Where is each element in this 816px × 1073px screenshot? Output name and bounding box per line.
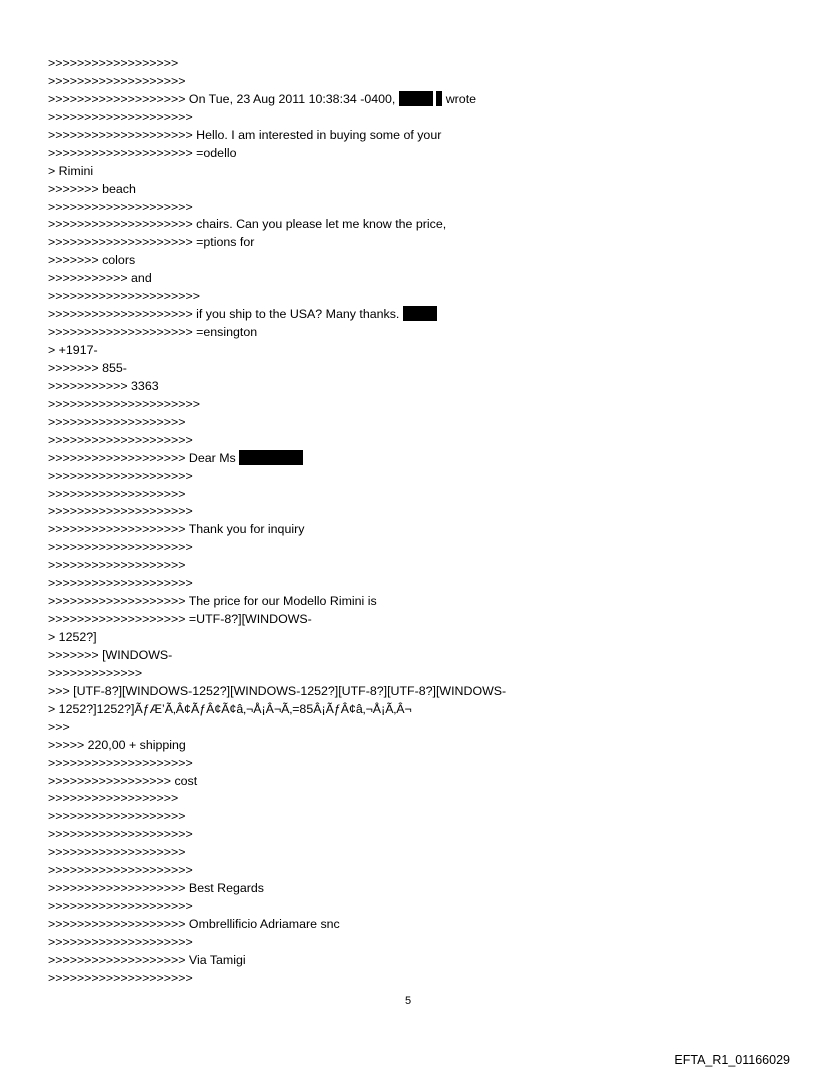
email-line	[48, 270, 788, 288]
line-text: >>> [UTF-8?][WINDOWS-1252?][WINDOWS-1252?][UTF-8?][UTF-8?][WINDOWS-	[48, 683, 507, 698]
line-text: >>>>>>>>>>>>>>>>>>>>	[48, 199, 193, 214]
line-text: >>>>>>>>>>>>>>>>>>>>	[48, 109, 193, 124]
line-text: >>>>>>>>>>>>>>>>>>>>	[48, 540, 193, 555]
line-text: >>>>>>>>>>>>>>>>>>>> chairs. Can you please let me know the price,	[48, 217, 447, 232]
email-line	[48, 862, 788, 880]
email-line	[48, 611, 788, 629]
email-line	[48, 755, 788, 773]
email-line	[48, 324, 788, 342]
email-line	[48, 342, 788, 360]
email-line	[48, 468, 788, 486]
line-text: >>>>>>>>>>>>>>>>>>>> Hello. I am interested in buying some of your	[48, 127, 442, 142]
line-text: > +1917-	[48, 343, 98, 357]
email-line	[48, 701, 788, 719]
email-line	[48, 719, 788, 737]
document-id: EFTA_R1_01166029	[674, 1053, 790, 1067]
email-line	[48, 683, 788, 701]
email-line	[48, 826, 788, 844]
line-text: >>>>>>>>>>>>>>>>>>> On Tue, 23 Aug 2011 10:38:34 -0400,	[48, 91, 399, 106]
email-line	[48, 127, 788, 145]
email-line	[48, 575, 788, 593]
line-text: > 1252?]	[48, 630, 97, 644]
line-text: >>>>>>>>>>>>>>>>>>>>	[48, 827, 193, 842]
email-line	[48, 970, 788, 988]
line-text: >>>>>>>>>>>>>>>>>>>>	[48, 970, 193, 985]
line-text: >>>>>>>>>>>>>>>>>>> Via Tamigi	[48, 952, 246, 967]
email-line	[48, 503, 788, 521]
redaction-box	[403, 306, 437, 321]
email-line	[48, 109, 788, 127]
email-line	[48, 593, 788, 611]
line-text: >>>>>>>>>>>>>>>>>>> The price for our Modello Rimini is	[48, 594, 377, 609]
email-body	[48, 55, 788, 988]
line-text: >>>>>>>>>>>>>>>>>>> Dear Ms	[48, 450, 240, 465]
line-text: >>>>>>>>>>>>>>>>>>>>	[48, 899, 193, 914]
line-text: >>>>>>>>>>>>>>>>>>>>	[48, 432, 193, 447]
email-line	[48, 665, 788, 683]
email-line	[48, 844, 788, 862]
line-text: >>>>>>>>>>>>>>>>>>>	[48, 486, 186, 501]
line-text: >>>>>>>>>>>>>>>>>>>	[48, 845, 186, 860]
line-text: >>>>>>>>>>>>>>>>>>>>>	[48, 289, 200, 304]
line-text: >>>>>>>>>>>>>>>>>>>>	[48, 863, 193, 878]
email-line	[48, 450, 788, 468]
email-line	[48, 234, 788, 252]
line-text: >>>>>>>>>>>>>>>>>>>>	[48, 576, 193, 591]
email-line	[48, 952, 788, 970]
email-line	[48, 808, 788, 826]
email-line	[48, 378, 788, 396]
line-text: wrote	[442, 91, 477, 106]
email-line	[48, 916, 788, 934]
email-line	[48, 216, 788, 234]
email-line	[48, 199, 788, 217]
line-text: >>>>>>>>>>>>>>>>> cost	[48, 773, 198, 788]
line-text: >>>>>>>>>>>>>>>>>>	[48, 791, 179, 806]
redaction-box	[399, 91, 433, 106]
line-text: >>>>>>>>>>>>>>>>>>>	[48, 809, 186, 824]
line-text: >>>>>>> [WINDOWS-	[48, 647, 173, 662]
email-line	[48, 773, 788, 791]
line-text: >>>>>>>>>>>>>>>>>>> =UTF-8?][WINDOWS-	[48, 612, 312, 627]
email-line	[48, 306, 788, 324]
email-line	[48, 414, 788, 432]
line-text: >>>	[48, 719, 70, 734]
line-text: >>>>>>>>>>>>>>>>>>>>	[48, 504, 193, 519]
email-line	[48, 91, 788, 109]
email-line	[48, 145, 788, 163]
line-text: >>>>>>> colors	[48, 253, 136, 268]
line-text: >>>>>>>>>>>>>>>>>>>>	[48, 468, 193, 483]
line-text: >>>>>>>>>>>>>>>>>>>	[48, 558, 186, 573]
line-text: >>>>>>> beach	[48, 181, 136, 196]
line-text: >>>>>>>>>>>>>>>>>>>> =ensington	[48, 325, 258, 340]
email-line	[48, 360, 788, 378]
line-text: >>>>>>>>>>> and	[48, 271, 152, 286]
email-line	[48, 163, 788, 181]
email-line	[48, 55, 788, 73]
email-line	[48, 521, 788, 539]
line-text: >>>>> 220,00 + shipping	[48, 737, 186, 752]
line-text: >>>>>>>>>>> 3363	[48, 378, 159, 393]
email-line	[48, 737, 788, 755]
line-text: >>>>>>>>>>>>>>>>>>>	[48, 414, 186, 429]
line-text: >>>>>>>>>>>>>>>>>>> Thank you for inquiry	[48, 522, 305, 537]
line-text: >>>>>>>>>>>>>>>>>>>> if you ship to the USA? Many thanks.	[48, 307, 403, 322]
email-line	[48, 181, 788, 199]
line-text: >>>>>>>>>>>>>>>>>>> Ombrellificio Adriamare snc	[48, 917, 340, 931]
email-line	[48, 486, 788, 504]
page-number: 5	[404, 995, 412, 1007]
line-text: >>>>>>>>>>>>>>>>>>> Best Regards	[48, 881, 264, 896]
email-line	[48, 288, 788, 306]
email-line	[48, 557, 788, 575]
email-line	[48, 880, 788, 898]
email-line	[48, 396, 788, 414]
line-text: >>>>>>>>>>>>>>>>>>	[48, 56, 179, 70]
line-text: > Rimini	[48, 163, 94, 178]
email-line	[48, 934, 788, 952]
line-text: >>>>>>> 855-	[48, 360, 127, 375]
email-line	[48, 647, 788, 665]
email-line	[48, 539, 788, 557]
email-line	[48, 790, 788, 808]
line-text: > 1252?]1252?]ÃƒÆ’Ã‚Â¢ÃƒÂ¢Ã¢â‚¬Å¡Â¬Ã‚=85Â¡ÃƒÂ¢â‚¬Å¡Ã‚Â¬	[48, 701, 412, 716]
line-text: >>>>>>>>>>>>>>>>>>>>>	[48, 396, 200, 411]
line-text: >>>>>>>>>>>>>>>>>>>	[48, 73, 186, 88]
line-text: >>>>>>>>>>>>>>>>>>>>	[48, 755, 193, 770]
email-line	[48, 432, 788, 450]
redaction-box	[239, 450, 303, 465]
email-line	[48, 629, 788, 647]
email-line	[48, 898, 788, 916]
line-text: >>>>>>>>>>>>>>>>>>>> =ptions for	[48, 235, 255, 250]
line-text: >>>>>>>>>>>>>>>>>>>>	[48, 934, 193, 949]
email-line	[48, 252, 788, 270]
email-line	[48, 73, 788, 91]
line-text: >>>>>>>>>>>>>>>>>>>> =odello	[48, 145, 237, 160]
line-text: >>>>>>>>>>>>>	[48, 665, 143, 680]
